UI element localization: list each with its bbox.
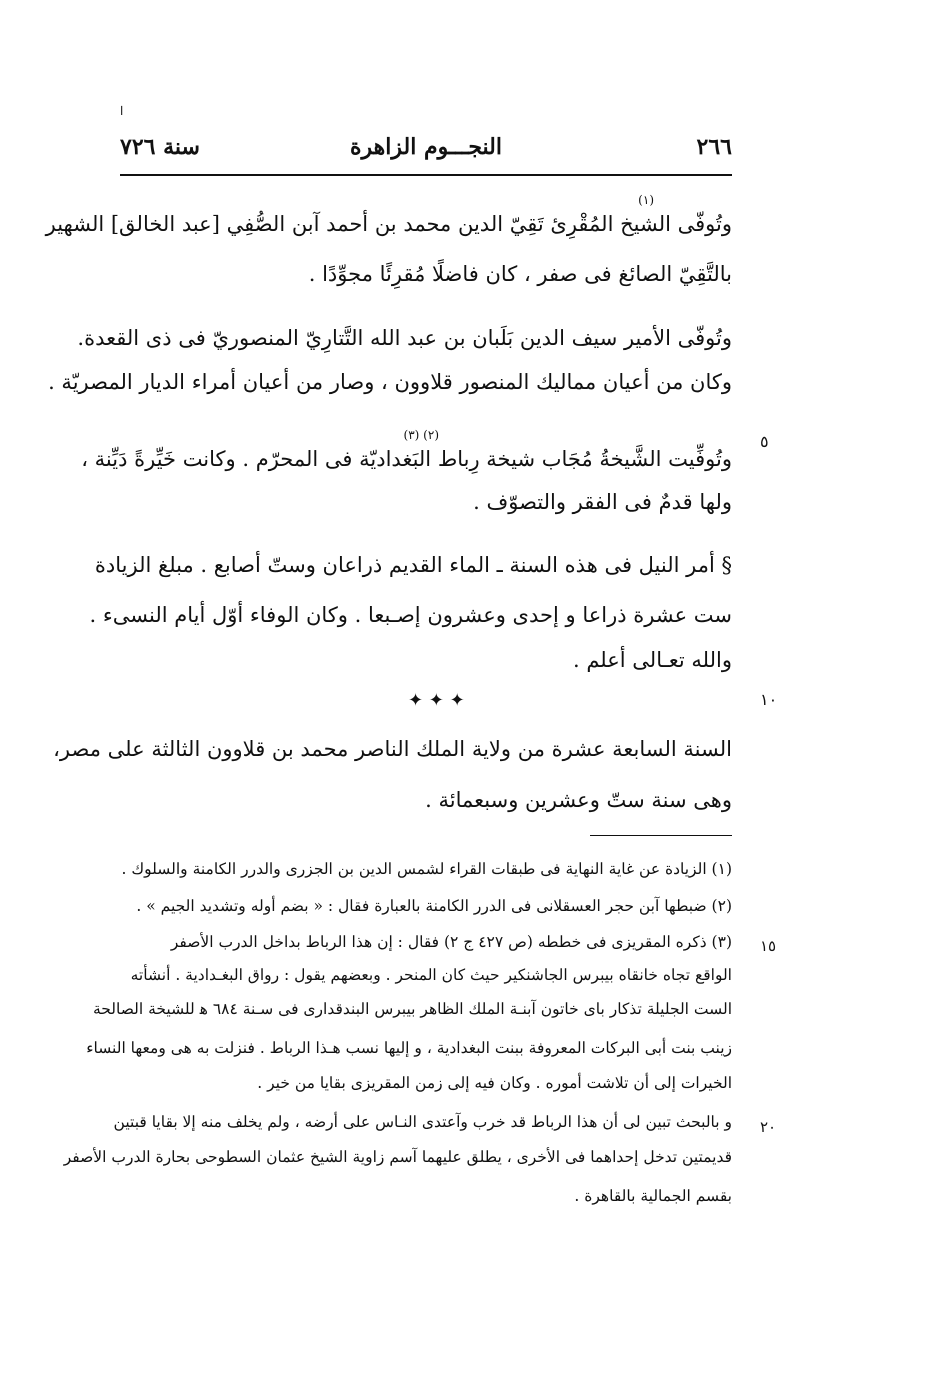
p4-line-3: والله تعـالى أعلم .	[572, 648, 732, 672]
p4-line-2: ست عشرة ذراعا و إحدى وعشرون إصـبعا . وكان الوفاء أوّل أيام النسىء .	[89, 603, 732, 627]
book-title: النجـــوم الزاهرة	[350, 134, 502, 160]
footnote-3-line-1: (٣) ذكره المقريزى فى خططه (ص ٤٢٧ ج ٢) فقال : إن هذا الرباط بداخل الدرب الأصفر	[170, 933, 732, 951]
p1-line-1: وتُوفّى الشيخ المُقْرِئ تَقِيّ الدين محمد بن أحمد آبن الصُّفِي [عبد الخالق] الشهير	[45, 212, 732, 236]
footnote-3-line-8: بقسم الجمالية بالقاهرة .	[574, 1187, 732, 1205]
note-refs-2-3: (٢) (٣)	[403, 428, 439, 442]
margin-number-10: ١٠	[760, 690, 778, 709]
footnote-2: (٢) ضبطها آبن حجر العسقلانى فى الدرر الكامنة بالعبارة فقال : « بضم أوله وتشديد الجيم » .	[136, 897, 732, 915]
footnote-3-line-7: قديمتين تدخل إحداهما فى الأخرى ، يطلق عليهما آسم زاوية الشيخ عثمان السطوحى بحارة الدرب الأصفر	[63, 1148, 732, 1166]
margin-number-20: ٢٠	[760, 1118, 777, 1136]
p5-line-2: وهى سنة ستّ وعشرين وسبعمائة .	[425, 788, 732, 812]
header-rule	[120, 174, 732, 176]
footnote-1: (١) الزيادة عن غاية النهاية فى طبقات القراء لشمس الدين بن الجزرى والدرر الكامنة والسلوك .	[121, 860, 732, 878]
footnote-3-line-2: الواقع تجاه خانقاه بيبرس الجاشنكير حيث كان المنحر . وبعضهم يقول : رواق البغـدادية . أنشأته	[130, 966, 732, 984]
section-separator: ✦ ✦ ✦	[408, 690, 465, 711]
p3-line-1: وتُوفِّيت الشَّيخةُ مُجَاب شيخة رِباط البَغداديّة فى المحرّم . وكانت خَيِّرةً دَيِّنة ،	[81, 447, 732, 471]
footnote-3-line-6: و بالبحث تبين لى أن هذا الرباط قد خرب وآعتدى النـاس على أرضه ، ولم يخلف منه إلا بقايا قبتين	[113, 1113, 732, 1131]
margin-number-15: ١٥	[760, 937, 777, 955]
page-number: ٢٦٦	[696, 134, 732, 160]
footnote-3-line-5: الخيرات إلى أن تلاشت أموره . وكان فيه إلى زمن المقريزى بقايا من خير .	[257, 1074, 732, 1092]
year-label: سنة ٧٢٦	[120, 134, 200, 160]
running-header	[120, 130, 732, 170]
footnote-3-line-4: زينب بنت أبى البركات المعروفة ببنت البغدادية ، و إليها نسب هـذا الرباط . فنزلت به هى ومعها النساء	[86, 1039, 732, 1057]
margin-number-5: ٥	[760, 432, 769, 451]
footnote-rule	[590, 835, 732, 836]
p3-line-2: ولها قدمٌ فى الفقر والتصوّف .	[473, 490, 732, 514]
p5-line-1: السنة السابعة عشرة من ولاية الملك الناصر محمد بن قلاوون الثالثة على مصر،	[53, 737, 732, 761]
p1-line-2: بالتَّقِيّ الصائغ فى صفر ، كان فاضلًا مُقرِئًا مجوِّدًا .	[308, 262, 732, 286]
note-ref-1: (١)	[638, 193, 654, 207]
p2-line-1: وتُوفّى الأمير سيف الدين بَلَبان بن عبد الله التَّتارِيّ المنصوريّ فى ذى القعدة.	[77, 326, 732, 350]
footnote-3-line-3: الست الجليلة تذكار باى خاتون آبنـة الملك الظاهر بيبرس البندقدارى فى سـنة ٦٨٤ ﻫ للشيخة الصالحة	[92, 1000, 732, 1018]
p2-line-2: وكان من أعيان مماليك المنصور قلاوون ، وصار من أعيان أمراء الديار المصريّة .	[48, 370, 732, 394]
corner-mark: ا	[120, 104, 124, 118]
p4-line-1: § أمر النيل فى هذه السنة ـ الماء القديم ذراعان وستّ أصابع . مبلغ الزيادة	[94, 553, 732, 577]
